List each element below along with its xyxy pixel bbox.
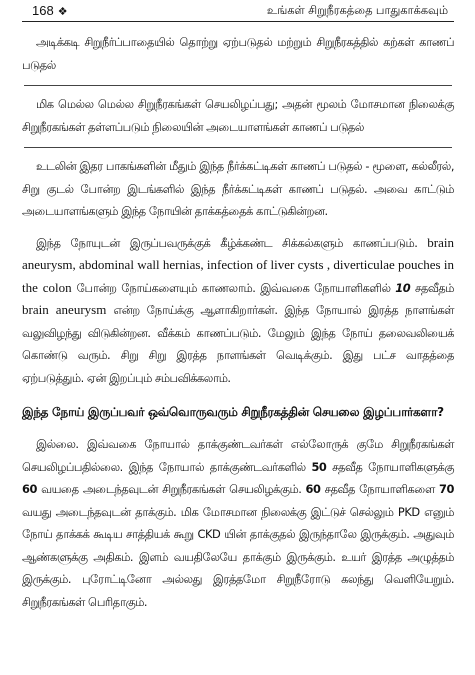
paragraph-answer xyxy=(22,433,454,613)
percent-10: 10 xyxy=(395,280,411,295)
num-60b: 60 xyxy=(305,482,321,496)
paragraph-complications xyxy=(22,232,454,390)
answer-text-f: எனும் நோய் தாக்கக் கூடிய சாத்தியக் கூறு xyxy=(22,504,454,541)
section-question: இந்த நோய் இருப்பவர் ஒவ்வொருவரும் சிறுநீரகத்தின் செயலை இழப்பார்களா? xyxy=(22,405,444,419)
complications-text-d: என்ற நோய்க்கு ஆளாகிறார்கள். இந்த நோயால் இரத்த நாளங்கள் வலுவிழந்து விடுகின்றன. வீக்கம் காணப்படும். மேலும் இந்த நோய் தலைவலியைக் கொண்டு வரும். சிறு சிறு இரத்த நாளங்கள் வெடிக்கும். இது பட்ச வாதத்தை ஏற்படுத்தும். ஏன் இறப்பும் சம்பவிக்கலாம். xyxy=(22,303,454,385)
paragraph-urinary-infection: அடிக்கடி சிறுநீர்ப்பாதையில் தொற்று ஏற்படுதல் மற்றும் சிறுநீரகத்தில் கற்கள் காணப் படுதல் xyxy=(22,35,454,72)
num-50: 50 xyxy=(311,459,327,474)
paragraph-cysts-other-organs: உடலின் இதர பாகங்களின் மீதும் இந்த நீர்க்கட்டிகள் காணப் படுதல் - மூளை, கல்லீரல், சிறு குடல் போன்ற இடங்களில் இந்த நீர்க்கட்டிகள் காணப் படுதல். அவை காட்டும் அடையாளங்களும் இந்த நோயின் தாக்கத்தைக் காட்டுகின்றன. xyxy=(22,159,454,218)
answer-text-b: சதவீத நோயாளிகளுக்கு xyxy=(326,459,454,474)
answer-text-d: சதவீத நோயாளிகளை xyxy=(320,482,440,496)
running-title: உங்கள் சிறுநீரகத்தை பாதுகாக்கவும் xyxy=(266,3,448,17)
num-70: 70 xyxy=(439,482,454,496)
ornament-icon: ❖ xyxy=(57,5,68,18)
answer-text-a: இல்லை. இவ்வகை நோயால் தாக்குண்டவர்கள் எல்லோருக் குமே சிறுநீரகங்கள் செயலிழப்பதில்லை. இந்த நோயால் தாக்குண்டவர்களில் xyxy=(22,437,454,474)
page-number-group xyxy=(32,0,68,19)
complications-text-c: சதவீதம் xyxy=(410,280,454,295)
brain-aneurysm-term: brain aneurysm xyxy=(22,302,107,317)
page-header xyxy=(22,0,454,22)
pkd-term: PKD xyxy=(397,504,420,519)
page-number: 168 xyxy=(32,3,54,18)
ckd-term: CKD xyxy=(197,527,221,541)
complications-text-b: போன்ற நோய்களையும் காணலாம். இவ்வகை நோயாளிகளில் xyxy=(71,280,396,295)
complications-intro: இந்த நோயுடன் இருப்பவருக்குக் கீழ்க்கண்ட சிக்கல்களும் காணப்படும். xyxy=(36,235,428,250)
answer-text-c: வயதை அடைந்தவுடன் சிறுநீரகங்கள் செயலிழக்கும். xyxy=(36,482,306,496)
complications-list: brain aneurysm, abdominal wall hernias, infection of liver cysts , diverticulae pouches in the colon xyxy=(22,234,454,295)
num-60a: 60 xyxy=(22,482,37,496)
answer-text-g: யின் தாக்குதல் இருந்தாலே இருக்கும். அதுவும் ஆண்களுக்கு அதிகம். இளம் வயதிலேயே தாக்கும் இருக்கும். உயர் இரத்த அழுத்தம் இருக்கும். புரோட்டினோ அல்லது இரத்தமோ சிறுநீரோடு கலந்து வெளியேறும். சிறுநீரகங்கள் பெரிதாகும். xyxy=(22,527,454,609)
page-body xyxy=(22,22,454,613)
answer-text-e: வயது அடைந்தவுடன் தாக்கும். மிக மோசமான நிலைக்கு இட்டுச் செல்லும் xyxy=(22,504,398,519)
paragraph-kidney-failure: மிக மெல்ல மெல்ல சிறுநீரகங்கள் செயலிழப்பது; அதன் மூலம் மோசமான நிலைக்கு சிறுநீரகங்கள் தள்ளப்படும் நிலையின் அடையாளங்கள் காணப் படுதல் xyxy=(22,97,454,134)
